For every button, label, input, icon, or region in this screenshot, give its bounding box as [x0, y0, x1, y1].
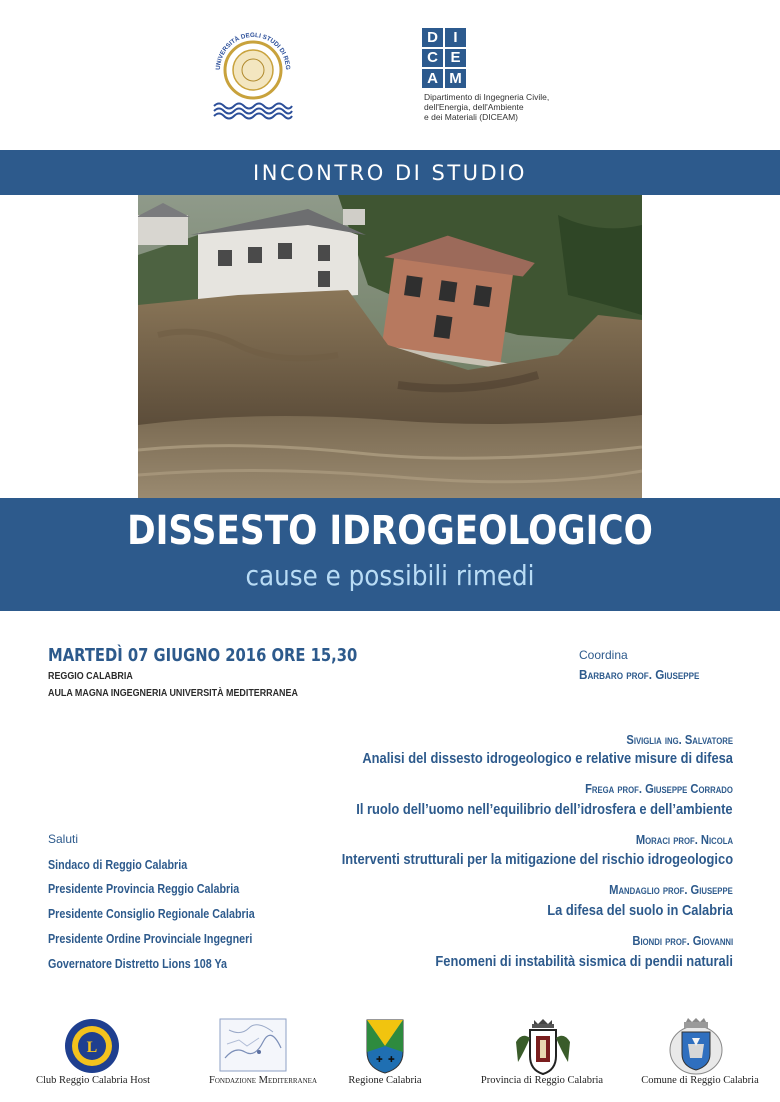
greeting-item: Sindaco di Reggio Calabria — [48, 858, 188, 872]
event-type-label: INCONTRO DI STUDIO — [253, 160, 527, 185]
speaker-name: Frega prof. Giuseppe Corrado — [585, 781, 733, 796]
event-date-time: MARTEDÌ 07 GIUGNO 2016 ORE 15,30 — [48, 645, 358, 666]
university-logo — [210, 24, 296, 120]
coordinator-name: Barbaro prof. Giuseppe — [579, 667, 700, 682]
lions-logo-letter: L — [86, 1039, 98, 1056]
landslide-photo — [138, 195, 642, 498]
diceam-line: Dipartimento di Ingegneria Civile, — [424, 92, 550, 102]
subtitle: cause e possibili rimedi — [245, 559, 535, 592]
greeting-item: Governatore Distretto Lions 108 Ya — [48, 957, 228, 971]
diceam-line: dell'Energia, dell'Ambiente — [424, 102, 524, 112]
sponsor-caption: Regione Calabria — [348, 1075, 422, 1086]
talk-title: Fenomeni di instabilità sismica di pendii naturali — [435, 953, 733, 970]
svg-text:UNIVERSITÀ DEGLI STUDI DI REGG: UNIVERSITÀ DEGLI STUDI DI REG — [214, 31, 292, 71]
diceam-line: e dei Materiali (DICEAM) — [424, 112, 518, 122]
svg-text:✚: ✚ — [388, 1055, 395, 1064]
event-city: REGGIO CALABRIA — [48, 670, 133, 682]
main-title: DISSESTO IDROGEOLOGICO — [127, 508, 653, 554]
sponsor-caption: Fondazione Mediterranea — [208, 1075, 318, 1086]
greeting-item: Presidente Provincia Reggio Calabria — [48, 882, 240, 896]
coordination-label: Coordina — [579, 648, 628, 662]
speaker-name: Moraci prof. Nicola — [635, 832, 733, 847]
lions-club-logo — [64, 1018, 120, 1079]
sponsor-caption: Comune di Reggio Calabria — [641, 1075, 759, 1086]
speaker-name: Mandaglio prof. Giuseppe — [609, 882, 733, 897]
diceam-logo — [422, 28, 466, 88]
diceam-letter: D — [422, 28, 443, 47]
sponsor-caption: Provincia di Reggio Calabria — [480, 1075, 604, 1086]
diceam-letter: C — [422, 49, 443, 68]
talk-title: Il ruolo dell’uomo nell’equilibrio dell’idrosfera e dell’ambiente — [356, 801, 733, 818]
talk-title: La difesa del suolo in Calabria — [547, 902, 733, 919]
fondazione-map-logo — [219, 1018, 287, 1077]
provincia-crest — [512, 1018, 574, 1081]
greeting-item: Presidente Ordine Provinciale Ingegneri — [48, 932, 253, 946]
event-type-banner — [0, 150, 780, 195]
greeting-item: Presidente Consiglio Regionale Calabria — [48, 907, 255, 921]
talk-title: Analisi del dissesto idrogeologico e relative misure di difesa — [362, 750, 733, 767]
talk-title: Interventi strutturali per la mitigazione del rischio idrogeologico — [341, 851, 733, 868]
diceam-department-name — [424, 92, 594, 122]
event-venue: AULA MAGNA INGEGNERIA UNIVERSITÀ MEDITERRANEA — [48, 687, 298, 699]
diceam-letter: E — [445, 49, 466, 68]
speaker-name: Biondi prof. Giovanni — [632, 933, 733, 948]
title-block — [0, 498, 780, 611]
greetings-label: Saluti — [48, 832, 79, 846]
diceam-letter: M — [445, 69, 466, 88]
speaker-name: Siviglia ing. Salvatore — [626, 732, 733, 747]
diceam-letter: I — [445, 28, 466, 47]
comune-crest — [668, 1018, 724, 1081]
svg-text:✚: ✚ — [376, 1055, 383, 1064]
sponsor-caption: Club Reggio Calabria Host — [35, 1075, 151, 1086]
diceam-letter: A — [422, 69, 443, 88]
regione-calabria-crest — [365, 1018, 405, 1079]
